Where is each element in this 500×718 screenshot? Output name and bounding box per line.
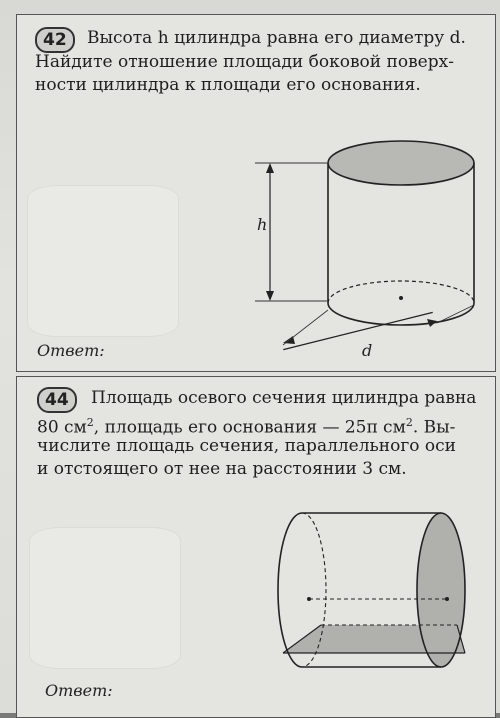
height-label: h: [257, 215, 268, 234]
area-base-text: , площадь его основания — 25π см: [93, 417, 406, 438]
problem-42-card: [16, 14, 496, 372]
problem-text-line: числите площадь сечения, параллельного оси: [37, 436, 456, 456]
superscript: 2: [86, 416, 94, 429]
cylinder-figure: [17, 15, 495, 371]
superscript: 2: [405, 416, 413, 429]
line-end-text: . Вы-: [412, 417, 456, 438]
problem-44-card: [16, 376, 496, 718]
problem-number-badge: 44: [37, 387, 77, 413]
problem-text-line: ности цилиндра к площади его основания.: [35, 75, 421, 95]
diameter-label: d: [362, 341, 373, 360]
problem-text-line: и отстоящего от нее на расстоянии 3 см.: [37, 459, 407, 479]
answer-label: Ответ:: [37, 341, 105, 360]
answer-label: Ответ:: [45, 681, 113, 700]
problem-number-badge: 42: [35, 27, 75, 53]
horizontal-cylinder-figure: [17, 377, 495, 717]
problem-text-line: Высота h цилиндра равна его диаметру d.: [87, 28, 466, 48]
problem-text-line: Найдите отношение площади боковой поверх-: [35, 52, 454, 72]
area-axial-value: 80 см: [37, 417, 87, 438]
problem-text-line: Площадь осевого сечения цилиндра равна: [91, 388, 477, 408]
